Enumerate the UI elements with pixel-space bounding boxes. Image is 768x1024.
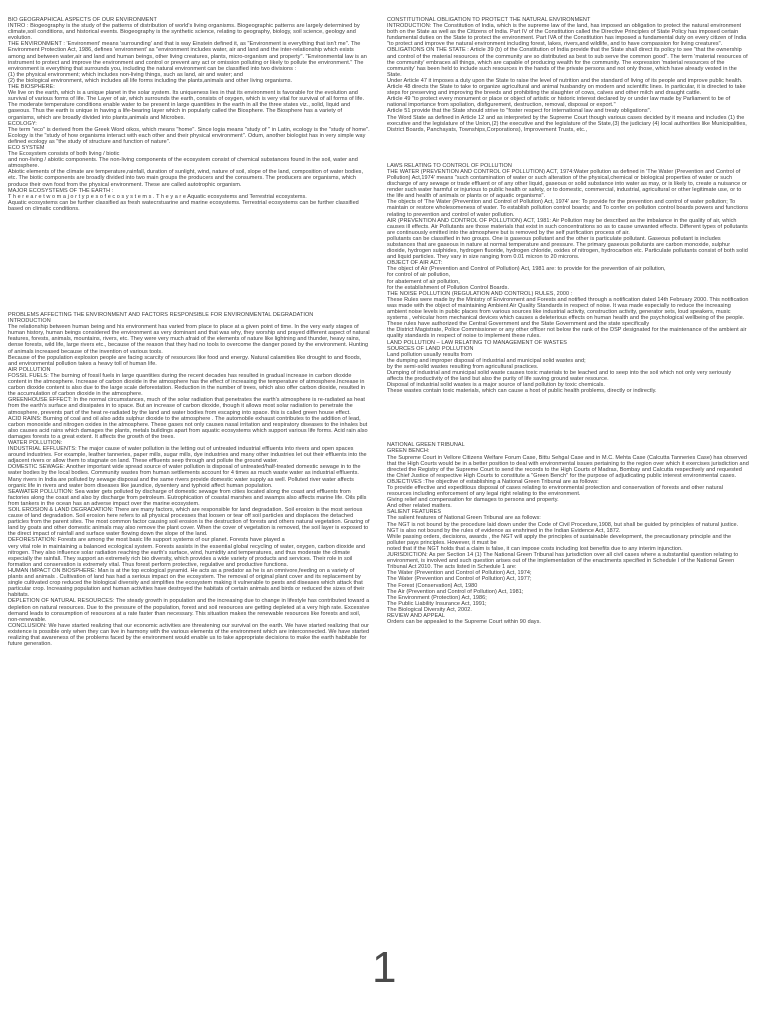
section-gap [387,394,749,442]
paragraph: The objects of 'The Water (Prevention and Control of Pollution) Act, 1974' are: To provide for the prevention and control of water pollution; To maintain or restore wholesomeness of water. To establish pollution control boards; and To confer on pollution control boards powers and functions relating to prevention and control of water pollution. [387,199,749,218]
paragraph: ECO SYSTEM [8,144,45,151]
constitutional-obligation-section [387,17,749,133]
paragraph: These Rules were made by the Ministry of Environment and Forests and notified through a notification dated 14th February 2000. This notification was made with the object of maintaining Ambient Air Quality Standards in respect of noise. It was made especially to reduce the increasing ambient noise levels in public places from various sources like industrial activity, construction activity, generator sets, loud speakers, music systems , vehicular horn mechanical devices which causes a deleterious effects on human health and the psychological wellbeing of the people. These rules have authorized the Central Government and the State Government and the state specifically [387,296,749,328]
paragraph: CONSTITUTIONAL OBLIGATION TO PROTECT THE NATURAL ENVIRONMENT [387,17,591,23]
paragraph: Disposal of industrial solid wastes is a major source of land pollution by toxic chemicals. [387,382,605,389]
biogeography-section [8,17,370,212]
paragraph: by the semi-solid wastes resulting from agricultural practices. [387,363,539,370]
paragraph: for the establishment of Pollution Control Boards. [387,284,510,291]
paragraph: The Water (Prevention and Control of Pollution) Act, 1974; [387,570,532,577]
paragraph: SALIENT FEATURES [387,509,442,516]
paragraph: DEPLETION OF NATURAL RESOURCES: The steady growth in population and the increasing due to change in lifestyle has contributed toward a depletion on natural resources. Due to the pressure of the population, forest and soil resources are getting depleted at a very high rate. Excessive demand leads to consumption of resources at a rate faster than necessary. This situation makes the renewable resources like forests and soil, non-renewable. [8,598,370,623]
paragraph: OBLIGATIONS ON THE STATE : Article 39 (b) of the Constitution of India provide that the State shall direct its policy to see "that the ownership and control of the material resources of the community are so distributed as best to sub serve the common good". The term 'material resources of the community' embraces all things, which are capable of producing wealth for the community. The expression 'material resources of the community' has been held to include such resources in the hands of the private persons and not only those, which have already vested in the State. [387,47,748,78]
paragraph: Because of the population explosion people are facing scarcity of resources like food and energy. Natural calamities like drought to and floods, and environmental pollution takes a heavy toll of human life. [8,354,362,367]
paragraph: OBJECT OF AIR ACT: [387,260,443,267]
paragraph: Article 49 "to protect every monument or place or object of artistic or historic interest declared by or under law made by Parliament to be of national importance from spoliation, disfigurement, destruction, removal, disposal or export." [387,96,731,109]
paragraph: and non-living / abiotic components. The non-living components of the ecosystem consist of chemical substances found in the soil, water and atmosphere. [8,157,358,170]
paragraph: The Environment (Protection) Act, 1986; [387,594,487,601]
paragraph: To provide effective and expeditious disposal of cases relating to environmental protection and conservation of forests and other natural resources including enforcement of any legal right relating to the environment. [387,485,724,498]
paragraph: OBJECTIVES :The objective of establishing a National Green Tribunal are as follows: [387,478,599,485]
paragraph: Dumping of industrial and municipal solid waste causes toxic materials to be leached and to seep into the soil which not only very seriously affects the productivity of the land but also the purity of life saving ground water resource. [387,369,732,383]
paragraph: We live on the earth, which is a unique planet in the solar system. Its uniqueness lies in that its environment is favorable for the evolution and survival of various forms of life. The Layer of air, which surrounds the earth, consists of oxygen, which is very vital for survival of all forms of life. The moderate temperature conditions enable water to be present in large quantities in the earth in all the three states viz., solid, liquid and gaseous. Thus the earth is unique in having a life-bearing layer which in popularly called the Biosphere. The Biosphere has a variety of organisms, which are broadly divided into plants,animals and Microbes. [8,90,365,121]
paragraph: DOMESTIC SEWAGE: Another important wide spread source of water pollution is disposal of untreated/half-treated domestic sewage in to the water bodies by the local bodies. Community wastes from human settlements account for 4 times as much waste water as industrial effluents. Many rivers in India are polluted by sewage disposal and the same rivers provide domestic water supply as well. Polluted river water affects organic life in rivers and water born diseases like jaundice, dysentery and typhoid affect human population. [8,464,361,489]
paragraph: Article 51 provide that the State should strive to "foster respect for international law and treaty obligations". [387,108,652,115]
paragraph: GREENHOUSE EFFECT: In the normal circumstances, much of the solar radiation that penetrates the earth's atmosphere is re-radiated as heat from the earth's surface and dissipates in to space. But an increase of carbon dioxide, though it allows most solar radiation to penetrate the atmosphere, prevents part of the heat re-radiated by the land and water bodies from escaping into space. this is called green house effect. [8,397,366,416]
paragraph: T h e r e a r e t w o m a j o r t y p e s o f e c o s y s t e m s . T h e y a r e Aquatic ecosystems and Terrestrial ecosystems. [8,193,307,200]
paragraph: BIO GEOGRAPHICAL ASPECTS OF OUR ENVIRONMENT [8,17,157,23]
paragraph: The Word State as defined in Article 12 and as interpreted by the Supreme Court though various cases decided by it means and includes (1) the executive and the legislature of the Union,(2) the executive and the legislature of the State,(3) the judiciary (4) local authorities like Municipalities, District Boards, Panchayats, Townships,Corporations), Improvement Trusts, etc., [387,114,747,133]
paragraph: The object of Air (Prevention and Control of Pollution) Act, 1981 are: to provide for the prevention of air pollution, [387,266,666,273]
paragraph: SOIL EROSION & LAND DEGRADATION: There are many factors, which are responsible for land degradation. Soil erosion is the most serious cause of land degradation. Soil erosion here refers to all physical processes that loosen or tear off soil particles and displaces the detached particles from the parent sites. The most common factor causing soil erosion is the destruction of forests and others natural vegetation. Grazing of land by goats and other domestic animals may also remove the plant cover. When the cover of vegetation is removed, the soil layer is exposed to the direct impact of rainfall and surface water flowing down the slope of the land. [8,507,370,538]
paragraph: Land pollution usually results from [387,351,472,358]
paragraph: MAJOR ECOSYSTEMS OF THE EARTH : [8,187,114,194]
paragraph: THE BIOSPHERE: [8,84,55,91]
paragraph: The Supreme Court in Vellore Citizens Welfare Forum Case, Bittu Sehgal Case and in M.C. Mehta Case (Calcutta Tanneries Case) has observed that the High Courts would be in a better position to deal with environmental issues pertaining to the region over which it exercises jurisdiction and directed the Registry of the Supreme Court to send the records to the High Courts of Madras, Bombay and Calcutta respectively and requested the Chief Justice of respective High Courts to constitute a "Green Bench" for the purpose of adjudicating public interest environmental cases. [387,454,749,479]
paragraph: LAND POLLUTION – LAW RELATING TO MANAGEMENT OF WASTES [387,339,568,346]
paragraph: the District Magistrate, Police Commissioner or any other officer not below the rank of the DSP designated for the maintenance of the ambient air quality standards in respect of noise to implement these rules. [387,327,747,340]
paragraph: Article 48 directs the State to take to organize agricultural and animal husbandry on modern and scientific lines. In particular, it is directed to take steps for preserving and improving the breeds and prohibiting the slaughter of cows, calves and other milch and draught cattle. [387,84,746,97]
paragraph: And other related matters. [387,503,452,510]
paragraph: INTRODUCTION [8,318,51,325]
paragraph: Giving relief and compensation for damages to persons and property. [387,497,559,504]
paragraph: PROBLEMS AFFECTING THE ENVIRONMENT AND FACTORS RESPONSIBLE FOR ENVIRONMENTAL DEGRADATION [8,312,314,318]
paragraph: Aquatic ecosystems can be further classified as fresh watecrstuarine and marine ecosystems. Terrestrial ecosystems can be further classified based on climatic conditions. [8,199,359,212]
national-green-tribunal-section [387,442,749,625]
paragraph: the dumping and improper disposal of industrial and municipal solid wastes and; [387,357,586,364]
paragraph: While passing orders, decisions, awards , the NGT will apply the principles of sustainable development, the precautionary principle and the polluter pays principles. However, it must be [387,533,732,546]
paragraph: THE ENVIRONMENT : 'Environment' means 'surrounding' and that is way Einstein defined it, as "Environment is everything that isn't me". The Environment Protection Act, 1986, defines 'environment' as "environment includes water, air and land and the inter-relationship which exists among and between water,air and land and human beings, other living creatures, plants, micro-organism and property". "Environmental law is an instrument to protect and improve the environment and control or prevent any act or omission polluting or likely to pollute the environment." The environment is everything that surrounds you, including the natural environment can be classified into two divisions : [8,41,367,72]
paragraph: pollutants can be classified in two groups. One is gaseous pollutant and the other is particulate pollutant. Gaseous pollutant is includes substances that are gaseous in nature at normal temperature and pressure. The primary gaseous pollutants are carbon monoxide, sulphur dioxide, hydrogen sulphides, hydrogen fluoride, hydrogen chloride, oxides of nitrogen, hydrocarbon etc. Particulate pollutants consist of both solid and liquid particles. They vary in size ranging from 0.01 micron to 20 microns. [387,235,748,261]
paragraph: noted that if the NGT holds that a claim is false, it can impose costs including lost benefits due to any interim injunction. [387,545,683,552]
paragraph: Abiotic elements of the climate are temperature,rainfall, duration of sunlight, wind, nature of soil, slope of the land, composition of water bodies, etc. The biotic components are broadly divided into two main groups the producers and the consumers. The producers are organisms, which produce their own food from the physical environment. These are called autotrophic organism. [8,169,364,188]
paragraph: The Water (Prevention and Control of Pollution) Act, 1977; [387,576,532,583]
paragraph: SEAWATER POLLUTION: Sea water gets polluted by discharge of domestic sewage from cities located along the coast and effluents from factories along the coast and also by discharge from petroleum. Eutrophication of coastal marshes and swamps also affects marine life. Oils pills from tankers in the ocean has an adverse impact over the marine ecosystem. [8,488,367,507]
paragraph: The Ecosystem consists of both living / biotic [8,151,120,158]
paragraph: very vital role in maintaining a balanced ecological system. Forests assists in the essential global recycling of water, oxygen, carbon dioxide and nitrogen. They also influence solar radiation reaching the earth's surface, wind, humidity and temperatures, and thus moderate the climate especially the rainfall. They support an extremely rich bio diversity, which provides a wide variety of products and services. Their role in soil formation and conservation is extremely vital. Thus forest perform protective, regulative and productive functions. [8,543,366,568]
paragraph: JURISDICTION: As per Section 14 (1) The National Green Tribunal has jurisdiction over all civil cases where a substantial question relating to environment, is involved and such question arises out of the implementation of the enactments specified in Schedule I of the National Green Tribunal Act 2010. The acts listed in Schedule 1 are: [387,552,739,571]
paragraph: The Air (Prevention and Control of Pollution) Act, 1981; [387,588,524,595]
paragraph: The term "eco" is derived from the Greek Word oikos, which means "home". Since logia means "study of " in Latin, ecology is the "study of home". Ecology is the "study of how organisms interact with each other and their physical environment". Odum, another biologist has in very simple way defined ecology as "the study of structure and function of nature". [8,126,370,145]
paragraph: The relationship between human being and his environment has varied from place to place at a given point of time. In the very early stages of human history, human beings considered the environment as very dominant and that was why, they worship and prayed different aspect of natural features, forests, animals, mountains, rivers, etc. They were very much afraid of the elements of nature like lightning and thunder, heavy rains, dense forests, wild life, large rivers etc., because of the reason that they had no tools to overcome the danger posed by the environment. Hunting of animals increased because of the invention of various tools. [8,324,370,355]
paragraph: THE WATER (PREVENTION AND CONTROL OF POLLUTION) ACT, 1974:Water pollution as defined in 'The Water (Prevention and Control of Pollution) Act,1974' means "such contamination of water or such alteration of the physical,chemical or biological properties of water or such discharge of any sewage or trade effluent or of any other liquid, gaseous or solid substance into water as may, or is likely to, create a nuisance or render such water harmful or injurious to public health or safety, or to domestic, commercial, industrial, agricultural or other legitimate use, or to the life and health of animals or plants or of aquatic organisms". [387,168,747,200]
section-gap [8,212,370,312]
paragraph: GREEN BENCH: [387,448,430,455]
paragraph: The salient features of National Green Tribunal are as follows: [387,515,541,522]
paragraph: The Biological Diversity Act, 2002. [387,606,472,613]
paragraph: The Forest (Conservation) Act, 1980 [387,582,478,589]
paragraph: NGT is also not bound by the rules of evidence as enshrined in the Indian Evidence Act, 1872. [387,527,621,534]
section-gap [387,133,749,163]
paragraph: SOURCES OF LAND POLLUTION [387,345,474,352]
page-number: 1 [372,943,397,992]
paragraph: These wastes contain toxic materials, which can cause a host of public health problems, directly or indirectly. [387,388,657,395]
paragraph: INTRO : Biogeography is the study of the patterns of distribution of world's living organisms. Biogeographic patterns are largely determined by climate,soil conditions, and historical events. Biogeography is the synthetic science, relating to geography, biology, soil science, geology and evolution. [8,23,360,42]
paragraph: (1) the physical environment; which includes non-living things, such as land, air and water; and [8,71,244,78]
paragraph: for control of air pollution, [387,272,451,279]
paragraph: LAWS RELATING TO CONTROL OF POLLUTION [387,162,512,169]
paragraph: Under Article 47 it imposes a duty upon the State to raise the level of nutrition and the standard of living of its people and improve public health. [387,77,743,84]
paragraph: WATER POLLUTION: [8,439,63,446]
paragraph: HUMAN IMPACT ON BIOSPHERE: Man is at the top ecological pyramid. He acts as a predator as he is an omnivore,feeding on a variety of plants and animals . Cultivation of land has had a serious impact on the ecosystem. The removal of original plant cover and its replacement by single cultivated crop reduced the biological diversity and simplifies the ecosystem making it vulnerable to pests and diseases which attack that particular crop. Increasing population and human activities have destroyed the habitats of certain animals and birds or reduced the sizes of their habitats. [8,567,365,599]
paragraph: for abatement of air pollution, [387,278,460,285]
paragraph: REVIEW AND APPEAL [387,612,446,619]
paragraph: ECOLOGY: [8,120,37,127]
paragraph: (2) the biological environment, which includes all life forms including the plants,animals and other living organisms. [8,77,293,84]
paragraph: ACID RAINS: Burning of coal and oil also adds sulphur dioxide to the atmosphere . The automobile exhaust contributes to the addition of lead, carbon monoxide and nitrogen oxides in the atmosphere. These gases not only causes nasal irritation and respiratory diseases to the inhales but also causes acid rains which damages the plants, metals buildings apart from aquatic ecosystems which support various life forms. Acid rain also damages forests to a great extent. It affects the growth of the trees. [8,415,368,440]
paragraph: NATIONAL GREEN TRIBUNAL [387,442,465,449]
paragraph: INTRODUCTION: The Constitution of India, which is the supreme law of the land, has imposed an obligation to protect the natural environment both on the State as well as the Citizens of India. Part IV of the Constitution called the Directive Principles of State Policy has imposed certain fundamental duties on the State to protect the environment. Part IVA of the Constitution has imposed a fundamental duty on every citizen of India "to protect and improve the natural environment including forest, lakes, rivers,and wildlife, and to have compassion for living creatures". [387,23,747,48]
paragraph: CONCLUSION: We have started realizing that our economic activities are threatening our survival on the earth. We have started realizing that our existence is possible only when they can live in harmony with the various elements of the environment which are interconnected. We have started realizing that awareness of the problems faced by the environment would enable us to take appropriate decisions to make the earth habitable for future generation. [8,622,370,648]
environmental-problems-section [8,312,370,647]
right-column [387,17,749,625]
paragraph: FOSSIL FUELS: The burning of fossil fuels in large quantities during the recent decades has resulted in gradual increase in carbon dioxide content in the atmosphere. Increase of carbon dioxide in the atmosphere has the effect of increasing the temperature of atmosphere.Increase in carbon dioxide content is also due to the large scale deforestation. Reduction in the number of trees, which also offer carbon dioxide, resulted in the accumulation of carbon dioxide in the atmosphere. [8,372,366,398]
pollution-laws-section [387,163,749,395]
paragraph: AIR (PREVENTION AND CONTROL OF POLLUTION) ACT, 1981: Air Pollution may be described as the imbalance in the quality of air, which causes ill effects. Air Pollutants are those materials that exist in such concentrations so as to cause unwanted effects. Different types of pollutants are continuously emitted into the atmosphere but is removed by the self purification process of air. [387,217,748,236]
paragraph: The NGT is not bound by the procedure laid down under the Code of Civil Procedure,1908, but shall be guided by principles of natural justice. [387,521,739,528]
paragraph: AIR POLLUTION [8,366,51,373]
paragraph: INDUSTRIAL EFFLUENTS: The major cause of water pollution is the letting out of untreated industrial effluents into rivers and open spaces around industries. For example, leather tanneries, paper mills, sugar mills, dye industries and many other industries let out their effluents into the adjacent rivers or allow them to stagnate on land. These effluents seep through and pollute the ground water. [8,446,367,465]
paragraph: The Public Liability Insurance Act, 1991; [387,600,487,607]
paragraph: THE NOISE POLLUTION (REGULATION AND CONTROL) RULES, 2000 : [387,290,573,297]
left-column [8,17,370,647]
paragraph: DEFORESTATION: Forests are among the most basic life support systems of our planet. Forests have played a [8,537,285,544]
paragraph: Orders can be appealed to the Supreme Court within 90 days. [387,619,541,626]
